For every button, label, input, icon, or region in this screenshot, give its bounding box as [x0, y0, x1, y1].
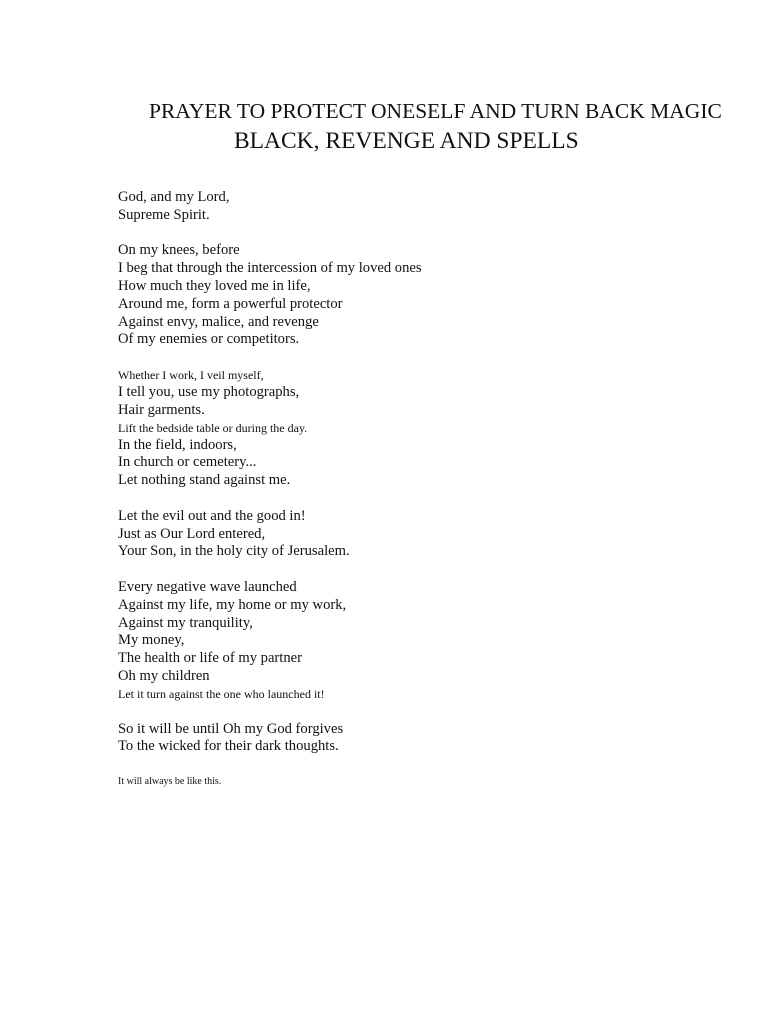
- prayer-line: Supreme Spirit.: [118, 206, 210, 223]
- prayer-line: How much they loved me in life,: [118, 277, 311, 294]
- prayer-line: Let the evil out and the good in!: [118, 507, 306, 524]
- prayer-line: Your Son, in the holy city of Jerusalem.: [118, 543, 350, 560]
- prayer-line: Let it turn against the one who launched it!: [118, 686, 325, 701]
- prayer-line: Let nothing stand against me.: [118, 472, 291, 489]
- prayer-line: Around me, form a powerful protector: [118, 295, 343, 312]
- closing-line: It will always be like this.: [118, 775, 222, 787]
- prayer-line: In church or cemetery...: [118, 454, 257, 471]
- prayer-line: On my knees, before: [118, 242, 240, 259]
- prayer-line: Against my life, my home or my work,: [118, 596, 347, 613]
- prayer-line: God, and my Lord,: [118, 189, 230, 205]
- prayer-line: In the field, indoors,: [118, 436, 237, 453]
- prayer-line: Whether I work, I veil myself,: [118, 367, 264, 382]
- prayer-line: I beg that through the intercession of my loved ones: [118, 260, 422, 277]
- prayer-body: [118, 189, 758, 789]
- title-line-1: PRAYER TO PROTECT ONESELF AND TURN BACK MAGIC: [149, 99, 722, 123]
- prayer-line: Against envy, malice, and revenge: [118, 313, 319, 330]
- prayer-line: To the wicked for their dark thoughts.: [118, 738, 339, 755]
- title-line-2: BLACK, REVENGE AND SPELLS: [234, 128, 579, 154]
- prayer-line: Against my tranquility,: [118, 614, 253, 631]
- prayer-line: I tell you, use my photographs,: [118, 383, 300, 400]
- prayer-line: Just as Our Lord entered,: [118, 525, 266, 542]
- prayer-line: Hair garments.: [118, 401, 205, 418]
- prayer-line: So it will be until Oh my God forgives: [118, 720, 344, 737]
- prayer-line: Every negative wave launched: [118, 578, 297, 595]
- prayer-line: Lift the bedside table or during the day.: [118, 420, 308, 435]
- prayer-line: Of my enemies or competitors.: [118, 331, 300, 348]
- prayer-line: The health or life of my partner: [118, 650, 302, 667]
- prayer-line: My money,: [118, 632, 185, 649]
- prayer-line: Oh my children: [118, 667, 210, 684]
